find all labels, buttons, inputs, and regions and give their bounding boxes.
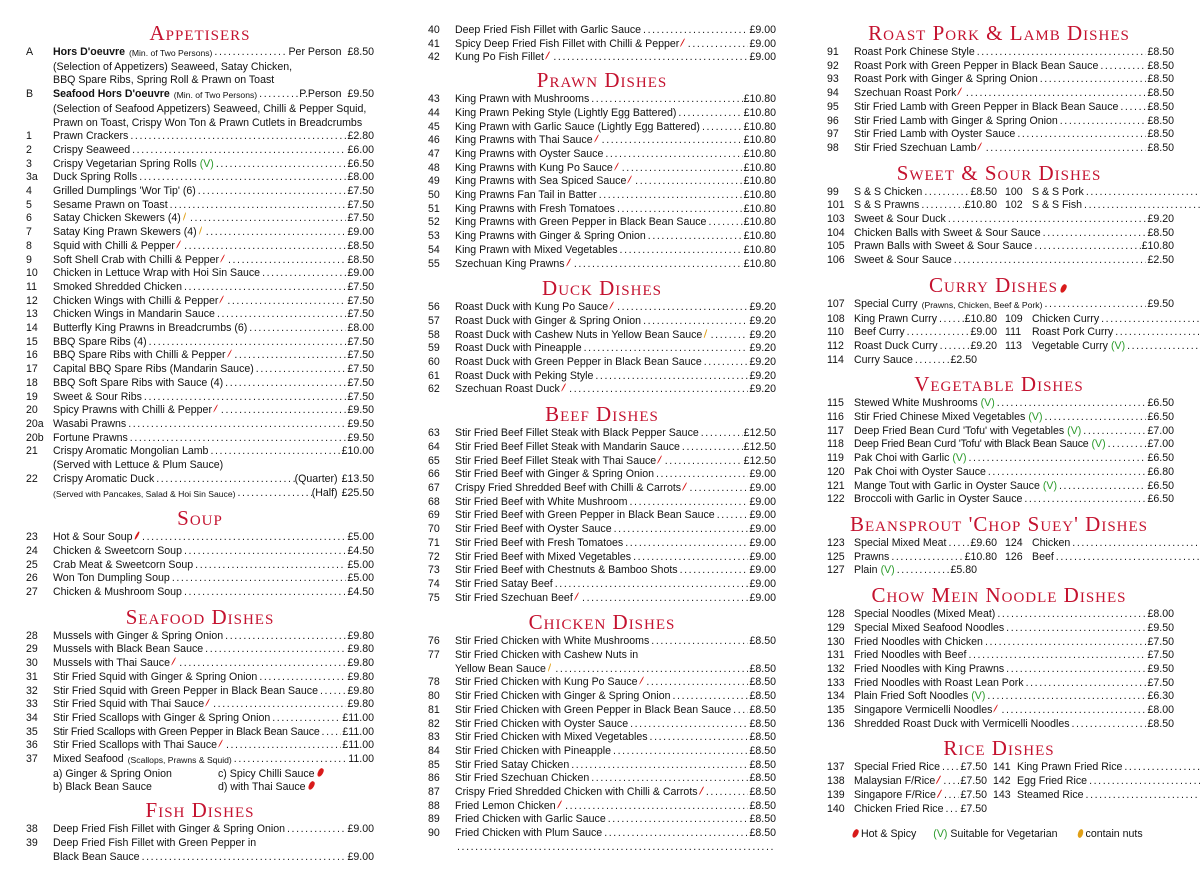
grid-row: 112 Roast Duck Curry ..... £9.20 113 Vegetable Curry (V) .....	[824, 340, 1174, 354]
grid-row: 125 Prawns ..... £10.80 126 Beef .....	[824, 551, 1174, 565]
menu-item: 6 Satay Chicken Skewers (4) ..... £7.50	[26, 212, 374, 226]
item-description: (Selection of Appetizers) Seaweed, Satay Chicken,	[53, 60, 293, 73]
section-title-sweet-sour: Sweet & Sour Dishes	[896, 160, 1102, 185]
menu-item: 8 Squid with Chilli & Pepper ..... £8.50	[26, 240, 374, 254]
legend-veg: Suitable for Vegetarian	[950, 828, 1058, 840]
menu-item: 117 Deep Fried Bean Curd 'Tofu' with Vegetables (V) ..... £7.00	[824, 425, 1174, 439]
menu-item: 7 Satay King Prawn Skewers (4) ..... £9.00	[26, 226, 374, 240]
section-title-curry: Curry Dishes	[824, 272, 1174, 298]
menu-item: 75 Stir Fried Szechuan Beef ..... £9.00	[428, 592, 776, 606]
item-description: (Served with Lettuce & Plum Sauce)	[53, 459, 224, 472]
menu-item: 37 Mixed Seafood (Scallops, Prawns & Squid) ..... 11.00	[26, 753, 374, 768]
chili-icon	[307, 781, 316, 791]
menu-item: 32 Stir Fried Squid with Green Pepper in Black Bean Sauce ..... £9.80	[26, 685, 374, 699]
menu-item: 33 Stir Fried Squid with Thai Sauce ..... £9.80	[26, 698, 374, 712]
menu-item: 57 Roast Duck with Ginger & Spring Onion ..... £9.20	[428, 315, 776, 329]
menu-item: 10 Chicken in Lettuce Wrap with Hoi Sin Sauce ..... £9.00	[26, 267, 374, 281]
menu-item: 25 Crab Meat & Sweetcorn Soup ..... £5.00	[26, 559, 374, 573]
menu-item: 46 King Prawns with Thai Sauce ..... £10.80	[428, 134, 776, 148]
menu-item: 81 Stir Fried Chicken with Green Pepper in Black Bean Sauce ..... £8.50	[428, 704, 776, 718]
grid-row: 138 Malaysian F/Rice ..... £7.50 142 Egg Fried Rice .....	[824, 775, 1174, 789]
chili-icon	[851, 828, 860, 838]
menu-item: 1 Prawn Crackers ..... £2.80	[26, 130, 374, 144]
menu-item: 28 Mussels with Ginger & Spring Onion ..... £9.80	[26, 630, 374, 644]
menu-item: 132 Fried Noodles with King Prawns ..... £9.50	[824, 663, 1174, 677]
section-title-prawn: Prawn Dishes	[536, 68, 668, 93]
menu-item: 72 Stir Fried Beef with Mixed Vegetables ..... £9.00	[428, 551, 776, 565]
menu-item: 16 BBQ Spare Ribs with Chilli & Pepper ..... £7.50	[26, 349, 374, 363]
section-title-soup: Soup	[177, 506, 223, 531]
veg-mark: (V)	[199, 157, 214, 170]
grid-row: 99 S & S Chicken ..... £8.50 100 S & S Pork .....	[824, 186, 1174, 200]
chili-icon	[627, 176, 632, 184]
chili-icon	[682, 482, 687, 490]
menu-item: 44 King Prawn Peking Style (Lightly Egg Battered) ..... £10.80	[428, 107, 776, 121]
legend-veg-mark: (V)	[933, 828, 948, 840]
chili-icon	[220, 254, 225, 262]
menu-item: 64 Stir Fried Beef Fillet Steak with Mandarin Sauce ..... £12.50	[428, 441, 776, 455]
seafood-options: a) Ginger & Spring Onion c) Spicy Chilli Sauce	[26, 768, 374, 782]
menu-item: 135 Singapore Vermicelli Noodles ..... £8.00	[824, 704, 1174, 718]
section-title-chop-suey: Beansprout 'Chop Suey' Dishes	[849, 511, 1149, 536]
item-description: Prawn on Toast, Crispy Won Ton & Prawn Cutlets in Breadcrumbs	[53, 116, 363, 129]
menu-item: 130 Fried Noodles with Chicken ..... £7.50	[824, 636, 1174, 650]
menu-item: 5 Sesame Prawn on Toast ..... £7.50	[26, 199, 374, 213]
menu-item: 115 Stewed White Mushrooms (V) ..... £6.50	[824, 397, 1174, 411]
menu-item: 20b Fortune Prawns ..... £9.50	[26, 432, 374, 446]
menu-item: 82 Stir Fried Chicken with Oyster Sauce ..... £8.50	[428, 718, 776, 732]
menu-item: 93 Roast Pork with Ginger & Spring Onion ..... £8.50	[824, 73, 1174, 87]
menu-item: 15 BBQ Spare Ribs (4) ..... £7.50	[26, 336, 374, 350]
nut-icon	[548, 663, 552, 672]
chili-icon	[614, 162, 619, 170]
menu-item: 73 Stir Fried Beef with Chestnuts & Bamboo Shots ..... £9.00	[428, 564, 776, 578]
menu-column-3	[824, 18, 1174, 816]
menu-item: 3 Crispy Vegetarian Spring Rolls (V) ..... £6.50	[26, 158, 374, 172]
chili-icon	[993, 704, 998, 712]
chili-icon	[957, 87, 962, 96]
menu-item: 9 Soft Shell Crab with Chilli & Pepper ..... £8.50	[26, 254, 374, 268]
menu-item	[428, 841, 776, 855]
menu-item: 43 King Prawn with Mushrooms ..... £10.80	[428, 93, 776, 107]
menu-item: 31 Stir Fried Squid with Ginger & Spring Onion ..... £9.80	[26, 671, 374, 685]
menu-column-1	[26, 18, 374, 864]
menu-item: 98 Stir Fried Szechuan Lamb ..... £8.50	[824, 142, 1174, 156]
menu-item: 52 King Prawns with Green Pepper in Black Bean Sauce ..... £10.80	[428, 216, 776, 230]
menu-item: 94 Szechuan Roast Pork ..... £8.50	[824, 87, 1174, 101]
menu-item: 42 Kung Po Fish Fillet ..... £9.00	[428, 51, 776, 65]
menu-column-2	[428, 24, 776, 855]
chili-icon	[316, 767, 325, 777]
menu-item: 95 Stir Fried Lamb with Green Pepper in Black Bean Sauce ..... £8.50	[824, 101, 1174, 115]
menu-item: 39 Deep Fried Fish Fillet with Green Pepper in	[26, 836, 257, 849]
grid-row: 108 King Prawn Curry ..... £10.80 109 Chicken Curry .....	[824, 313, 1174, 327]
menu-item: 80 Stir Fried Chicken with Ginger & Spring Onion ..... £8.50	[428, 690, 776, 704]
menu-item: 49 King Prawns with Sea Spiced Sauce ..... £10.80	[428, 175, 776, 189]
menu-item: 20a Wasabi Prawns ..... £9.50	[26, 418, 374, 432]
menu-item: 133 Fried Noodles with Roast Lean Pork ..... £7.50	[824, 677, 1174, 691]
nut-icon	[182, 212, 186, 221]
menu-item: 29 Mussels with Black Bean Sauce ..... £9.80	[26, 643, 374, 657]
menu-item: Black Bean Sauce ..... £9.00	[26, 851, 374, 865]
menu-item: 14 Butterfly King Prawns in Breadcrumbs (6) ..... £8.00	[26, 322, 374, 336]
grid-row: 110 Beef Curry ..... £9.00 111 Roast Pork Curry .....	[824, 326, 1174, 340]
chili-icon	[545, 52, 551, 61]
menu-item: 70 Stir Fried Beef with Oyster Sauce ..... £9.00	[428, 523, 776, 537]
nut-icon	[1076, 828, 1084, 838]
chili-icon	[936, 776, 940, 784]
menu-item: 59 Roast Duck with Pineapple ..... £9.20	[428, 342, 776, 356]
chili-icon	[657, 455, 662, 463]
menu-item: 36 Stir Fried Scallops with Thai Sauce ..... £11.00	[26, 739, 374, 753]
menu-item: 84 Stir Fried Chicken with Pineapple ..... £8.50	[428, 745, 776, 759]
chili-icon	[213, 405, 218, 413]
chili-icon	[561, 384, 566, 393]
menu-item: 76 Stir Fried Chicken with White Mushrooms ..... £8.50	[428, 635, 776, 649]
menu-item: 23 Hot & Sour Soup ..... £5.00	[26, 531, 374, 545]
chili-icon	[1059, 283, 1068, 293]
menu-item: 47 King Prawns with Oyster Sauce ..... £10.80	[428, 148, 776, 162]
menu-item: 131 Fried Noodles with Beef ..... £7.50	[824, 649, 1174, 663]
menu-item: 85 Stir Fried Satay Chicken ..... £8.50	[428, 759, 776, 773]
menu-item: 68 Stir Fried Beef with White Mushroom ..... £9.00	[428, 496, 776, 510]
chili-icon	[609, 302, 614, 310]
section-title-appetisers: Appetisers	[149, 21, 251, 45]
chili-icon	[133, 531, 139, 540]
menu-item: 56 Roast Duck with Kung Po Sauce ..... £9.20	[428, 301, 776, 315]
menu-item: 136 Shredded Roast Duck with Vermicelli Noodles ..... £8.50	[824, 718, 1174, 732]
menu-item: 60 Roast Duck with Green Pepper in Black Bean Sauce ..... £9.20	[428, 356, 776, 370]
menu-item: B Seafood Hors D'oeuvre (Min. of Two Persons) ..... P.Person £9.50	[26, 88, 374, 103]
menu-item: 21 Crispy Aromatic Mongolian Lamb ..... £10.00	[26, 445, 374, 459]
menu-item: 96 Stir Fried Lamb with Ginger & Spring Onion ..... £8.50	[824, 115, 1174, 129]
chili-icon	[219, 295, 224, 303]
section-title-fish: Fish Dishes	[145, 798, 255, 823]
chili-icon	[680, 38, 685, 46]
menu-item: 19 Sweet & Sour Ribs ..... £7.50	[26, 391, 374, 405]
menu-item: 2 Crispy Seaweed ..... £6.00	[26, 144, 374, 158]
chili-icon	[218, 740, 223, 748]
grid-row: 137 Special Fried Rice ..... £7.50 141 King Prawn Fried Rice .....	[824, 761, 1174, 775]
menu-item: 54 King Prawn with Mixed Vegetables ..... £10.80	[428, 244, 776, 258]
menu-item: 3a Duck Spring Rolls ..... £8.00	[26, 171, 374, 185]
menu-item: 35 Stir Fried Scallops with Green Pepper in Black Bean Sauce ..... £11.00	[26, 726, 374, 740]
chili-icon	[937, 789, 941, 797]
menu-item: 87 Crispy Fried Shredded Chicken with Chilli & Carrots ..... £8.50	[428, 786, 776, 800]
menu-item: 24 Chicken & Sweetcorn Soup ..... £4.50	[26, 545, 374, 559]
menu-item: 107 Special Curry (Prawns, Chicken, Beef & Pork) ..... £9.50	[824, 298, 1174, 313]
menu-item: 38 Deep Fried Fish Fillet with Ginger & Spring Onion ..... £9.00	[26, 823, 374, 837]
menu-item: 120 Pak Choi with Oyster Sauce ..... £6.80	[824, 466, 1174, 480]
chili-icon	[205, 699, 210, 707]
menu-item: 27 Chicken & Mushroom Soup ..... £4.50	[26, 586, 374, 600]
menu-item: 86 Stir Fried Szechuan Chicken ..... £8.50	[428, 772, 776, 786]
menu-item: 90 Fried Chicken with Plum Sauce ..... £8.50	[428, 827, 776, 841]
chili-icon	[557, 800, 562, 809]
menu-item: 41 Spicy Deep Fried Fish Fillet with Chilli & Pepper ..... £9.00	[428, 38, 776, 52]
section-title-seafood: Seafood Dishes	[125, 604, 275, 629]
chili-icon	[594, 134, 599, 142]
seafood-options: b) Black Bean Sauce d) with Thai Sauce	[26, 781, 374, 795]
menu-item: 105 Prawn Balls with Sweet & Sour Sauce ..... £10.80	[824, 240, 1174, 254]
menu-item: 58 Roast Duck with Cashew Nuts in Yellow Bean Sauce ..... £9.20	[428, 329, 776, 343]
menu-item: 97 Stir Fried Lamb with Oyster Sauce ..... £8.50	[824, 128, 1174, 142]
menu-item: 88 Fried Lemon Chicken ..... £8.50	[428, 800, 776, 814]
menu-item: 78 Stir Fried Chicken with Kung Po Sauce ..... £8.50	[428, 676, 776, 690]
menu-item: 55 Szechuan King Prawns ..... £10.80	[428, 258, 776, 272]
menu-item: 45 King Prawn with Garlic Sauce (Lightly Egg Battered) ..... £10.80	[428, 121, 776, 135]
chili-icon	[176, 240, 181, 249]
menu-item: 18 BBQ Soft Spare Ribs with Sauce (4) ..... £7.50	[26, 377, 374, 391]
menu-item: 61 Roast Duck with Peking Style ..... £9.20	[428, 370, 776, 384]
grid-row: 123 Special Mixed Meat ..... £9.60 124 Chicken .....	[824, 537, 1174, 551]
menu-item: 118 Deep Fried Bean Curd 'Tofu' with Black Bean Sauce (V) ..... £7.00	[824, 438, 1174, 452]
menu-item: 34 Stir Fried Scallops with Ginger & Spring Onion ..... £11.00	[26, 712, 374, 726]
section-title-beef: Beef Dishes	[545, 402, 659, 427]
section-title-chow-mein: Chow Mein Noodle Dishes	[871, 583, 1127, 608]
menu-item: 66 Stir Fried Beef with Ginger & Spring Onion ..... £9.00	[428, 468, 776, 482]
menu-item: 71 Stir Fried Beef with Fresh Tomatoes ..... £9.00	[428, 537, 776, 551]
menu-item: 121 Mange Tout with Garlic in Oyster Sauce (V) ..... £6.50	[824, 480, 1174, 494]
menu-item: 77 Stir Fried Chicken with Cashew Nuts in	[428, 649, 639, 662]
chili-icon	[638, 677, 643, 685]
grid-row: 140 Chicken Fried Rice ..... £7.50	[824, 803, 1174, 817]
legend-hot: Hot & Spicy	[861, 828, 917, 840]
menu-item: 50 King Prawns Fan Tail in Batter ..... £10.80	[428, 189, 776, 203]
chili-icon	[566, 258, 571, 267]
menu-item: 83 Stir Fried Chicken with Mixed Vegetables ..... £8.50	[428, 731, 776, 745]
menu-item: 11 Smoked Shredded Chicken ..... £7.50	[26, 281, 374, 295]
menu-item: Yellow Bean Sauce ..... £8.50	[428, 663, 776, 677]
grid-row: 127 Plain (V) ..... £5.80	[824, 564, 1174, 578]
menu-item: 20 Spicy Prawns with Chilli & Pepper ..... £9.50	[26, 404, 374, 418]
menu-item: 69 Stir Fried Beef with Green Pepper in Black Bean Sauce ..... £9.00	[428, 509, 776, 523]
menu-item: 74 Stir Fried Satay Beef ..... £9.00	[428, 578, 776, 592]
menu-item: 129 Special Mixed Seafood Noodles ..... £9.50	[824, 622, 1174, 636]
section-title-rice: Rice Dishes	[943, 736, 1055, 761]
menu-item: 119 Pak Choi with Garlic (V) ..... £6.50	[824, 452, 1174, 466]
menu-item: 91 Roast Pork Chinese Style ..... £8.50	[824, 46, 1174, 60]
item-description: (Selection of Seafood Appetizers) Seaweed, Chilli & Pepper Squid,	[53, 102, 367, 115]
chili-icon	[698, 787, 703, 795]
nut-icon	[198, 226, 202, 235]
menu-item: 48 King Prawns with Kung Po Sauce ..... £10.80	[428, 162, 776, 176]
menu-item: 13 Chicken Wings in Mandarin Sauce ..... £7.50	[26, 308, 374, 322]
menu-item: 12 Chicken Wings with Chilli & Pepper ..... £7.50	[26, 295, 374, 309]
section-title-vegetable: Vegetable Dishes	[914, 372, 1084, 397]
section-title-duck: Duck Dishes	[542, 276, 662, 301]
menu-item: A Hors D'oeuvre (Min. of Two Persons) ..... Per Person £8.50	[26, 46, 374, 61]
grid-row: 114 Curry Sauce ..... £2.50	[824, 354, 1174, 368]
menu-item: 26 Won Ton Dumpling Soup ..... £5.00	[26, 572, 374, 586]
menu-item: 116 Stir Fried Chinese Mixed Vegetables (V) ..... £6.50	[824, 411, 1174, 425]
menu-item: 17 Capital BBQ Spare Ribs (Mandarin Sauce) ..... £7.50	[26, 363, 374, 377]
menu-item: 103 Sweet & Sour Duck ..... £9.20	[824, 213, 1174, 227]
menu-item: 122 Broccoli with Garlic in Oyster Sauce ..... £6.50	[824, 493, 1174, 507]
menu-item: 128 Special Noodles (Mixed Meat) ..... £8.00	[824, 608, 1174, 622]
chili-icon	[171, 657, 176, 666]
menu-item: 40 Deep Fried Fish Fillet with Garlic Sauce ..... £9.00	[428, 24, 776, 38]
menu-item: 4 Grilled Dumplings 'Wor Tip' (6) ..... £7.50	[26, 185, 374, 199]
item-description: (Served with Pancakes, Salad & Hoi Sin Sauce) ..... (Half) £25.50	[26, 487, 374, 502]
menu-item: 51 King Prawns with Fresh Tomatoes ..... £10.80	[428, 203, 776, 217]
menu-item: 106 Sweet & Sour Sauce ..... £2.50	[824, 254, 1174, 268]
menu-item: 134 Plain Fried Soft Noodles (V) ..... £6.30	[824, 690, 1174, 704]
legend	[850, 828, 1157, 840]
section-title-pork: Roast Pork & Lamb Dishes	[868, 21, 1130, 45]
menu-item: 104 Chicken Balls with Sweet & Sour Sauce ..... £8.50	[824, 227, 1174, 241]
menu-item: 67 Crispy Fried Shredded Beef with Chilli & Carrots ..... £9.00	[428, 482, 776, 496]
item-description: BBQ Spare Ribs, Spring Roll & Prawn on Toast	[53, 74, 275, 87]
menu-item: 30 Mussels with Thai Sauce ..... £9.80	[26, 657, 374, 671]
menu-item: 62 Szechuan Roast Duck ..... £9.20	[428, 383, 776, 397]
legend-nuts: contain nuts	[1085, 828, 1143, 840]
grid-row: 139 Singapore F/Rice ..... £7.50 143 Steamed Rice .....	[824, 789, 1174, 803]
chili-icon	[977, 142, 982, 151]
menu-item: 89 Fried Chicken with Garlic Sauce ..... £8.50	[428, 813, 776, 827]
section-title-chicken: Chicken Dishes	[528, 610, 676, 635]
chili-icon	[574, 592, 579, 601]
nut-icon	[704, 329, 707, 338]
menu-item: 92 Roast Pork with Green Pepper in Black Bean Sauce ..... £8.50	[824, 60, 1174, 74]
chili-icon	[226, 350, 231, 358]
grid-row: 101 S & S Prawns ..... £10.80 102 S & S Fish .....	[824, 199, 1174, 213]
menu-item: 53 King Prawns with Ginger & Spring Onion ..... £10.80	[428, 230, 776, 244]
menu-item: 65 Stir Fried Beef Fillet Steak with Thai Sauce ..... £12.50	[428, 455, 776, 469]
menu-item: 63 Stir Fried Beef Fillet Steak with Black Pepper Sauce ..... £12.50	[428, 427, 776, 441]
menu-item: 22 Crispy Aromatic Duck ..... (Quarter) £13.50	[26, 473, 374, 487]
